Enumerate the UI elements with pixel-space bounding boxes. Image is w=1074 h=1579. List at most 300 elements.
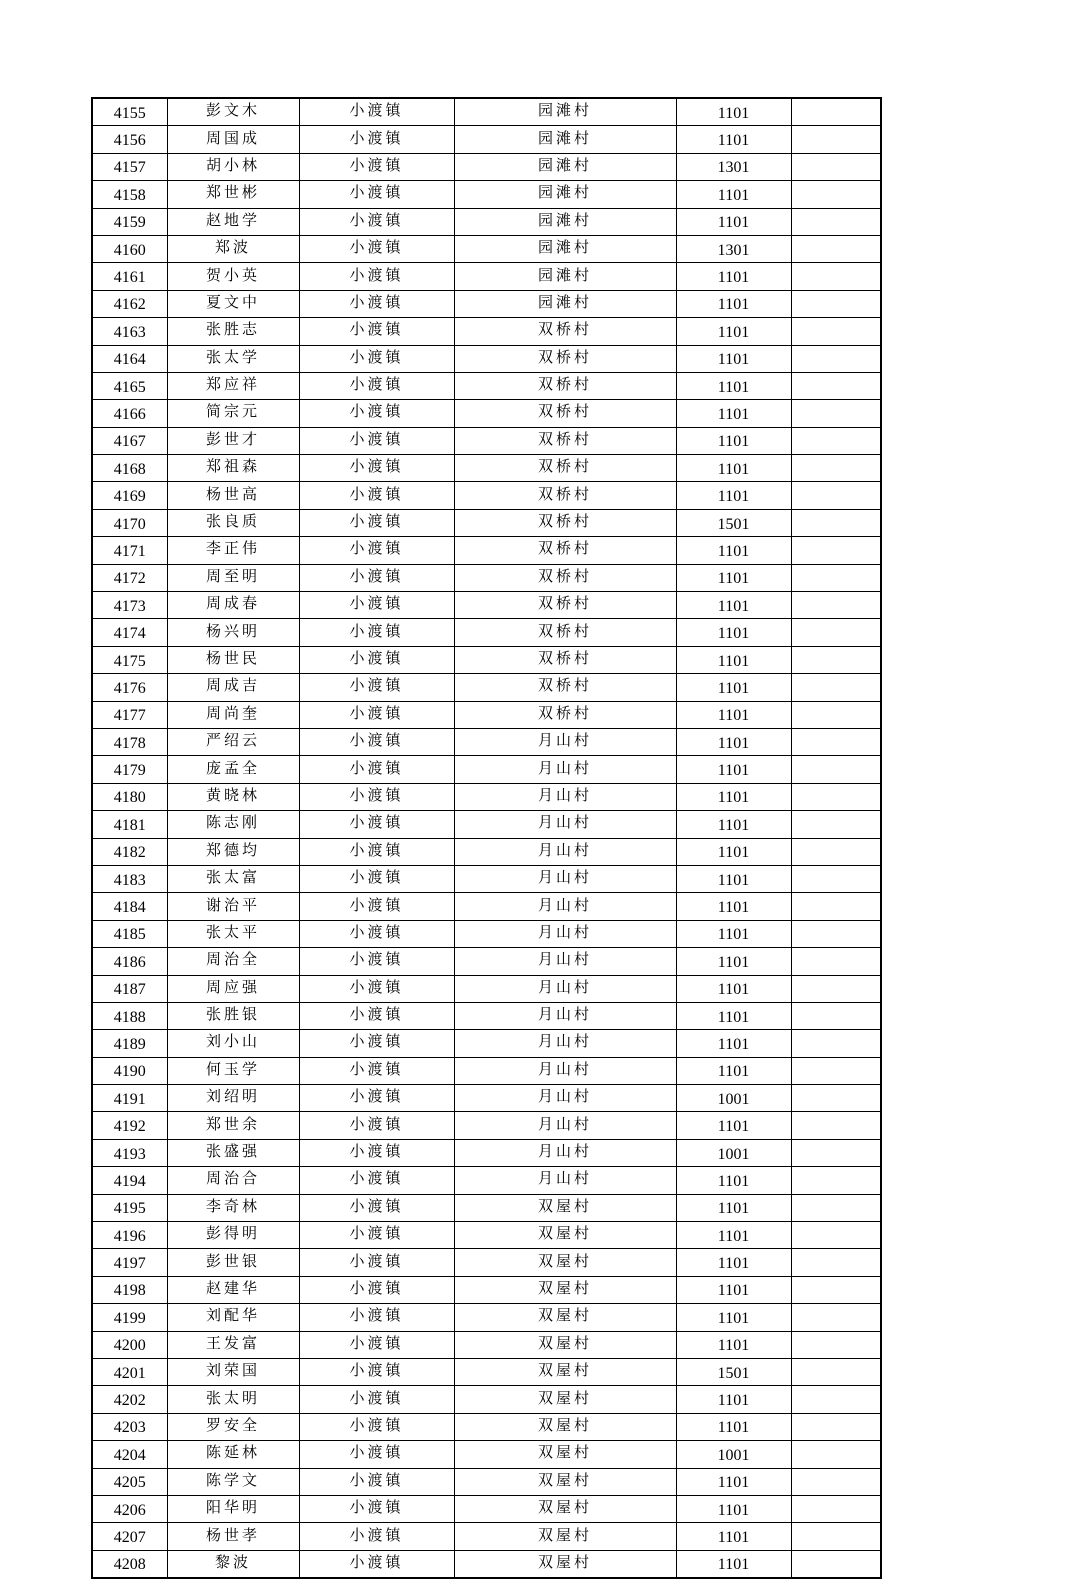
serial-number-cell: 4166 — [92, 400, 167, 427]
serial-number-cell: 4170 — [92, 509, 167, 536]
town-cell: 小渡镇 — [299, 1358, 454, 1385]
table-row — [92, 674, 881, 701]
code-cell: 1101 — [676, 455, 791, 482]
village-cell: 月山村 — [454, 1085, 676, 1112]
village-cell: 双桥村 — [454, 646, 676, 673]
town-cell: 小渡镇 — [299, 1523, 454, 1550]
remark-cell — [791, 263, 881, 290]
village-cell: 月山村 — [454, 728, 676, 755]
remark-cell — [791, 1085, 881, 1112]
code-cell: 1101 — [676, 1222, 791, 1249]
name-cell: 刘荣国 — [167, 1358, 299, 1385]
code-cell: 1101 — [676, 893, 791, 920]
table-row — [92, 537, 881, 564]
village-cell: 双桥村 — [454, 509, 676, 536]
village-cell: 双屋村 — [454, 1523, 676, 1550]
name-cell: 赵建华 — [167, 1276, 299, 1303]
code-cell: 1101 — [676, 1550, 791, 1578]
serial-number-cell: 4187 — [92, 975, 167, 1002]
name-cell: 周成吉 — [167, 674, 299, 701]
serial-number-cell: 4200 — [92, 1331, 167, 1358]
table-row — [92, 235, 881, 262]
serial-number-cell: 4164 — [92, 345, 167, 372]
name-cell: 郑世彬 — [167, 181, 299, 208]
serial-number-cell: 4191 — [92, 1085, 167, 1112]
code-cell: 1101 — [676, 1413, 791, 1440]
remark-cell — [791, 455, 881, 482]
remark-cell — [791, 619, 881, 646]
remark-cell — [791, 153, 881, 180]
remark-cell — [791, 948, 881, 975]
town-cell: 小渡镇 — [299, 1222, 454, 1249]
town-cell: 小渡镇 — [299, 181, 454, 208]
town-cell: 小渡镇 — [299, 1304, 454, 1331]
town-cell: 小渡镇 — [299, 235, 454, 262]
name-cell: 郑应祥 — [167, 372, 299, 399]
remark-cell — [791, 98, 881, 126]
village-cell: 双桥村 — [454, 427, 676, 454]
table-row — [92, 975, 881, 1002]
village-cell: 月山村 — [454, 1139, 676, 1166]
table-row — [92, 1276, 881, 1303]
remark-cell — [791, 783, 881, 810]
town-cell: 小渡镇 — [299, 1386, 454, 1413]
serial-number-cell: 4202 — [92, 1386, 167, 1413]
village-cell: 园滩村 — [454, 290, 676, 317]
code-cell: 1101 — [676, 263, 791, 290]
code-cell: 1101 — [676, 619, 791, 646]
code-cell: 1101 — [676, 427, 791, 454]
remark-cell — [791, 1413, 881, 1440]
remark-cell — [791, 1468, 881, 1495]
table-row — [92, 838, 881, 865]
table-row — [92, 811, 881, 838]
name-cell: 郑祖森 — [167, 455, 299, 482]
town-cell: 小渡镇 — [299, 564, 454, 591]
town-cell: 小渡镇 — [299, 756, 454, 783]
village-cell: 双屋村 — [454, 1550, 676, 1578]
code-cell: 1101 — [676, 811, 791, 838]
name-cell: 李正伟 — [167, 537, 299, 564]
remark-cell — [791, 674, 881, 701]
village-cell: 双屋村 — [454, 1304, 676, 1331]
serial-number-cell: 4171 — [92, 537, 167, 564]
code-cell: 1101 — [676, 1249, 791, 1276]
town-cell: 小渡镇 — [299, 126, 454, 153]
remark-cell — [791, 920, 881, 947]
remark-cell — [791, 1276, 881, 1303]
town-cell: 小渡镇 — [299, 1413, 454, 1440]
name-cell: 周治全 — [167, 948, 299, 975]
code-cell: 1301 — [676, 235, 791, 262]
table-row — [92, 482, 881, 509]
code-cell: 1101 — [676, 98, 791, 126]
remark-cell — [791, 865, 881, 892]
table-row — [92, 1495, 881, 1522]
serial-number-cell: 4159 — [92, 208, 167, 235]
town-cell: 小渡镇 — [299, 1194, 454, 1221]
table-row — [92, 181, 881, 208]
table-row — [92, 948, 881, 975]
village-cell: 月山村 — [454, 920, 676, 947]
name-cell: 刘配华 — [167, 1304, 299, 1331]
town-cell: 小渡镇 — [299, 674, 454, 701]
serial-number-cell: 4155 — [92, 98, 167, 126]
code-cell: 1101 — [676, 674, 791, 701]
town-cell: 小渡镇 — [299, 318, 454, 345]
name-cell: 何玉学 — [167, 1057, 299, 1084]
village-cell: 园滩村 — [454, 98, 676, 126]
town-cell: 小渡镇 — [299, 728, 454, 755]
remark-cell — [791, 756, 881, 783]
village-cell: 园滩村 — [454, 208, 676, 235]
serial-number-cell: 4163 — [92, 318, 167, 345]
remark-cell — [791, 1358, 881, 1385]
serial-number-cell: 4181 — [92, 811, 167, 838]
name-cell: 周至明 — [167, 564, 299, 591]
name-cell: 陈学文 — [167, 1468, 299, 1495]
town-cell: 小渡镇 — [299, 1249, 454, 1276]
village-cell: 双屋村 — [454, 1413, 676, 1440]
code-cell: 1101 — [676, 564, 791, 591]
name-cell: 张太富 — [167, 865, 299, 892]
town-cell: 小渡镇 — [299, 345, 454, 372]
town-cell: 小渡镇 — [299, 975, 454, 1002]
name-cell: 张良质 — [167, 509, 299, 536]
serial-number-cell: 4185 — [92, 920, 167, 947]
code-cell: 1101 — [676, 920, 791, 947]
code-cell: 1101 — [676, 345, 791, 372]
village-cell: 月山村 — [454, 783, 676, 810]
code-cell: 1101 — [676, 181, 791, 208]
table-row — [92, 783, 881, 810]
town-cell: 小渡镇 — [299, 1030, 454, 1057]
serial-number-cell: 4162 — [92, 290, 167, 317]
remark-cell — [791, 701, 881, 728]
serial-number-cell: 4194 — [92, 1167, 167, 1194]
village-cell: 双屋村 — [454, 1222, 676, 1249]
town-cell: 小渡镇 — [299, 1139, 454, 1166]
table-row — [92, 345, 881, 372]
remark-cell — [791, 1030, 881, 1057]
code-cell: 1101 — [676, 838, 791, 865]
name-cell: 阳华明 — [167, 1495, 299, 1522]
code-cell: 1101 — [676, 1002, 791, 1029]
name-cell: 赵地学 — [167, 208, 299, 235]
village-cell: 园滩村 — [454, 235, 676, 262]
town-cell: 小渡镇 — [299, 372, 454, 399]
name-cell: 周应强 — [167, 975, 299, 1002]
table-row — [92, 728, 881, 755]
name-cell: 彭得明 — [167, 1222, 299, 1249]
serial-number-cell: 4178 — [92, 728, 167, 755]
remark-cell — [791, 646, 881, 673]
name-cell: 张太平 — [167, 920, 299, 947]
serial-number-cell: 4188 — [92, 1002, 167, 1029]
remark-cell — [791, 208, 881, 235]
table-row — [92, 564, 881, 591]
remark-cell — [791, 345, 881, 372]
town-cell: 小渡镇 — [299, 509, 454, 536]
table-row — [92, 1441, 881, 1468]
remark-cell — [791, 427, 881, 454]
table-row — [92, 400, 881, 427]
village-cell: 双屋村 — [454, 1331, 676, 1358]
code-cell: 1501 — [676, 1358, 791, 1385]
remark-cell — [791, 1386, 881, 1413]
code-cell: 1101 — [676, 1386, 791, 1413]
table-row — [92, 1386, 881, 1413]
records-table-body — [92, 98, 881, 1578]
table-row — [92, 1194, 881, 1221]
name-cell: 张盛强 — [167, 1139, 299, 1166]
code-cell: 1101 — [676, 537, 791, 564]
village-cell: 双屋村 — [454, 1194, 676, 1221]
code-cell: 1001 — [676, 1139, 791, 1166]
table-row — [92, 1139, 881, 1166]
code-cell: 1101 — [676, 865, 791, 892]
name-cell: 夏文中 — [167, 290, 299, 317]
serial-number-cell: 4167 — [92, 427, 167, 454]
name-cell: 彭世才 — [167, 427, 299, 454]
code-cell: 1101 — [676, 756, 791, 783]
table-row — [92, 920, 881, 947]
town-cell: 小渡镇 — [299, 1276, 454, 1303]
village-cell: 月山村 — [454, 1030, 676, 1057]
remark-cell — [791, 1331, 881, 1358]
table-row — [92, 455, 881, 482]
village-cell: 月山村 — [454, 1057, 676, 1084]
code-cell: 1101 — [676, 728, 791, 755]
code-cell: 1101 — [676, 318, 791, 345]
serial-number-cell: 4190 — [92, 1057, 167, 1084]
serial-number-cell: 4205 — [92, 1468, 167, 1495]
remark-cell — [791, 1550, 881, 1578]
table-row — [92, 153, 881, 180]
serial-number-cell: 4174 — [92, 619, 167, 646]
village-cell: 双屋村 — [454, 1468, 676, 1495]
remark-cell — [791, 1523, 881, 1550]
table-row — [92, 893, 881, 920]
name-cell: 周治合 — [167, 1167, 299, 1194]
table-row — [92, 126, 881, 153]
serial-number-cell: 4165 — [92, 372, 167, 399]
village-cell: 月山村 — [454, 865, 676, 892]
name-cell: 陈延林 — [167, 1441, 299, 1468]
village-cell: 月山村 — [454, 1112, 676, 1139]
remark-cell — [791, 181, 881, 208]
table-row — [92, 1413, 881, 1440]
serial-number-cell: 4184 — [92, 893, 167, 920]
village-cell: 双桥村 — [454, 400, 676, 427]
town-cell: 小渡镇 — [299, 1441, 454, 1468]
table-row — [92, 701, 881, 728]
name-cell: 张胜银 — [167, 1002, 299, 1029]
town-cell: 小渡镇 — [299, 400, 454, 427]
remark-cell — [791, 592, 881, 619]
code-cell: 1101 — [676, 783, 791, 810]
table-row — [92, 646, 881, 673]
code-cell: 1101 — [676, 482, 791, 509]
remark-cell — [791, 1194, 881, 1221]
village-cell: 园滩村 — [454, 126, 676, 153]
village-cell: 月山村 — [454, 1002, 676, 1029]
village-cell: 园滩村 — [454, 263, 676, 290]
records-table — [91, 97, 882, 1579]
serial-number-cell: 4169 — [92, 482, 167, 509]
village-cell: 双屋村 — [454, 1276, 676, 1303]
code-cell: 1001 — [676, 1085, 791, 1112]
code-cell: 1101 — [676, 400, 791, 427]
name-cell: 杨兴明 — [167, 619, 299, 646]
code-cell: 1101 — [676, 1194, 791, 1221]
village-cell: 月山村 — [454, 811, 676, 838]
remark-cell — [791, 1167, 881, 1194]
village-cell: 月山村 — [454, 893, 676, 920]
name-cell: 郑世余 — [167, 1112, 299, 1139]
town-cell: 小渡镇 — [299, 838, 454, 865]
table-row — [92, 98, 881, 126]
table-row — [92, 263, 881, 290]
remark-cell — [791, 1304, 881, 1331]
name-cell: 张太明 — [167, 1386, 299, 1413]
remark-cell — [791, 372, 881, 399]
table-row — [92, 290, 881, 317]
table-row — [92, 592, 881, 619]
remark-cell — [791, 728, 881, 755]
town-cell: 小渡镇 — [299, 208, 454, 235]
town-cell: 小渡镇 — [299, 153, 454, 180]
village-cell: 双桥村 — [454, 345, 676, 372]
name-cell: 杨世高 — [167, 482, 299, 509]
table-row — [92, 427, 881, 454]
remark-cell — [791, 838, 881, 865]
village-cell: 双屋村 — [454, 1495, 676, 1522]
town-cell: 小渡镇 — [299, 1550, 454, 1578]
remark-cell — [791, 126, 881, 153]
table-row — [92, 1358, 881, 1385]
village-cell: 双桥村 — [454, 674, 676, 701]
name-cell: 郑德均 — [167, 838, 299, 865]
remark-cell — [791, 537, 881, 564]
table-row — [92, 1030, 881, 1057]
village-cell: 园滩村 — [454, 181, 676, 208]
village-cell: 双桥村 — [454, 619, 676, 646]
table-row — [92, 1523, 881, 1550]
name-cell: 彭世银 — [167, 1249, 299, 1276]
name-cell: 陈志刚 — [167, 811, 299, 838]
town-cell: 小渡镇 — [299, 646, 454, 673]
remark-cell — [791, 1057, 881, 1084]
town-cell: 小渡镇 — [299, 263, 454, 290]
town-cell: 小渡镇 — [299, 98, 454, 126]
table-row — [92, 372, 881, 399]
table-row — [92, 1222, 881, 1249]
name-cell: 杨世孝 — [167, 1523, 299, 1550]
serial-number-cell: 4161 — [92, 263, 167, 290]
serial-number-cell: 4195 — [92, 1194, 167, 1221]
name-cell: 谢治平 — [167, 893, 299, 920]
code-cell: 1101 — [676, 372, 791, 399]
serial-number-cell: 4180 — [92, 783, 167, 810]
town-cell: 小渡镇 — [299, 1057, 454, 1084]
serial-number-cell: 4192 — [92, 1112, 167, 1139]
town-cell: 小渡镇 — [299, 1495, 454, 1522]
village-cell: 双桥村 — [454, 482, 676, 509]
serial-number-cell: 4186 — [92, 948, 167, 975]
village-cell: 双桥村 — [454, 701, 676, 728]
table-row — [92, 1304, 881, 1331]
village-cell: 月山村 — [454, 975, 676, 1002]
table-row — [92, 1249, 881, 1276]
town-cell: 小渡镇 — [299, 1002, 454, 1029]
remark-cell — [791, 1495, 881, 1522]
name-cell: 严绍云 — [167, 728, 299, 755]
table-row — [92, 1085, 881, 1112]
code-cell: 1101 — [676, 1304, 791, 1331]
remark-cell — [791, 1112, 881, 1139]
town-cell: 小渡镇 — [299, 482, 454, 509]
table-row — [92, 1468, 881, 1495]
table-row — [92, 1057, 881, 1084]
town-cell: 小渡镇 — [299, 1085, 454, 1112]
village-cell: 双屋村 — [454, 1358, 676, 1385]
name-cell: 王发富 — [167, 1331, 299, 1358]
table-row — [92, 1550, 881, 1578]
town-cell: 小渡镇 — [299, 920, 454, 947]
village-cell: 双桥村 — [454, 318, 676, 345]
village-cell: 双桥村 — [454, 537, 676, 564]
table-row — [92, 1331, 881, 1358]
name-cell: 周国成 — [167, 126, 299, 153]
name-cell: 郑波 — [167, 235, 299, 262]
serial-number-cell: 4208 — [92, 1550, 167, 1578]
town-cell: 小渡镇 — [299, 783, 454, 810]
serial-number-cell: 4199 — [92, 1304, 167, 1331]
remark-cell — [791, 482, 881, 509]
town-cell: 小渡镇 — [299, 537, 454, 564]
remark-cell — [791, 235, 881, 262]
town-cell: 小渡镇 — [299, 811, 454, 838]
name-cell: 刘小山 — [167, 1030, 299, 1057]
code-cell: 1101 — [676, 1112, 791, 1139]
code-cell: 1101 — [676, 701, 791, 728]
name-cell: 简宗元 — [167, 400, 299, 427]
name-cell: 杨世民 — [167, 646, 299, 673]
table-row — [92, 619, 881, 646]
table-row — [92, 318, 881, 345]
name-cell: 刘绍明 — [167, 1085, 299, 1112]
name-cell: 周成春 — [167, 592, 299, 619]
serial-number-cell: 4176 — [92, 674, 167, 701]
code-cell: 1101 — [676, 592, 791, 619]
town-cell: 小渡镇 — [299, 948, 454, 975]
remark-cell — [791, 290, 881, 317]
serial-number-cell: 4203 — [92, 1413, 167, 1440]
serial-number-cell: 4206 — [92, 1495, 167, 1522]
table-row — [92, 865, 881, 892]
name-cell: 黎波 — [167, 1550, 299, 1578]
serial-number-cell: 4168 — [92, 455, 167, 482]
code-cell: 1101 — [676, 1030, 791, 1057]
code-cell: 1101 — [676, 1276, 791, 1303]
serial-number-cell: 4175 — [92, 646, 167, 673]
table-row — [92, 1112, 881, 1139]
town-cell: 小渡镇 — [299, 455, 454, 482]
serial-number-cell: 4173 — [92, 592, 167, 619]
name-cell: 张胜志 — [167, 318, 299, 345]
serial-number-cell: 4172 — [92, 564, 167, 591]
